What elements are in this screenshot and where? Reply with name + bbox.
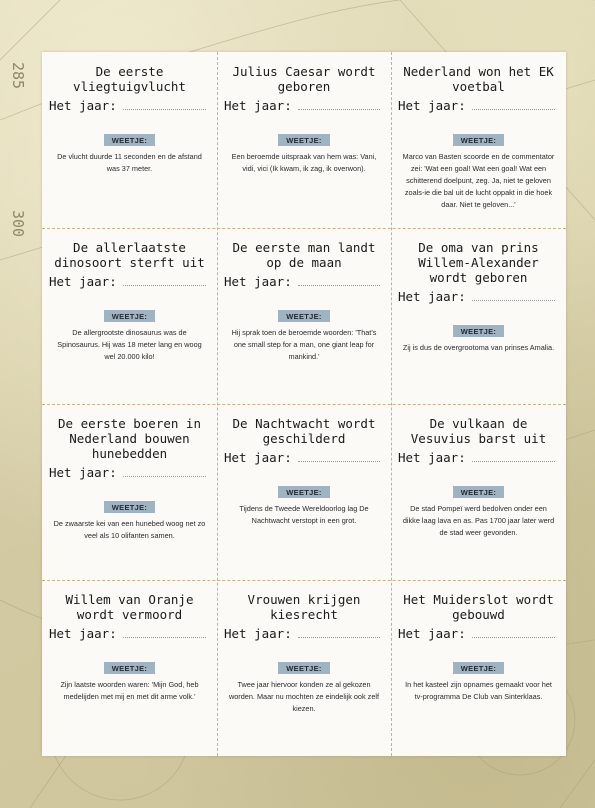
year-row bbox=[49, 465, 210, 480]
year-row bbox=[49, 98, 210, 113]
fact-badge: WEETJE: bbox=[453, 486, 504, 498]
card-title: De oma van prins Willem-Alexander wordt geboren bbox=[418, 240, 539, 285]
fact-text: De stad Pompeï werd bedolven onder een dikke laag lava en as. Pas 1700 jaar later werd de stad weer gevonden. bbox=[402, 504, 555, 537]
fact-text: Hij sprak toen de beroemde woorden: 'That's one small step for a man, one giant leap for mankind.' bbox=[231, 328, 377, 361]
fact-text: De allergrootste dinosaurus was de Spinosaurus. Hij was 18 meter lang en woog wel 20.000 kilo! bbox=[57, 328, 202, 361]
year-answer-line[interactable] bbox=[298, 108, 380, 110]
year-answer-line[interactable] bbox=[123, 284, 206, 286]
event-card bbox=[42, 580, 217, 756]
year-answer-line[interactable] bbox=[472, 299, 555, 301]
year-row bbox=[224, 450, 384, 465]
year-row bbox=[398, 450, 559, 465]
fact-badge: WEETJE: bbox=[278, 310, 329, 322]
year-row bbox=[49, 626, 210, 641]
fact-text: Zij is dus de overgrootoma van prinses Amalia. bbox=[402, 343, 555, 352]
year-answer-line[interactable] bbox=[298, 460, 380, 462]
map-number-300: 300 bbox=[9, 210, 27, 238]
fact-badge: WEETJE: bbox=[104, 310, 155, 322]
event-card bbox=[42, 52, 217, 228]
fact-text: Een beroemde uitspraak van hem was: Vani, vidi, vici (Ik kwam, ik zag, ik overwon). bbox=[231, 152, 377, 173]
year-answer-line[interactable] bbox=[472, 108, 555, 110]
fact-badge: WEETJE: bbox=[278, 662, 329, 674]
card-title: Willem van Oranje wordt vermoord bbox=[65, 592, 194, 622]
year-label: Het jaar: bbox=[224, 450, 292, 465]
year-answer-line[interactable] bbox=[298, 636, 380, 638]
year-label: Het jaar: bbox=[398, 450, 466, 465]
fact-badge: WEETJE: bbox=[104, 501, 155, 513]
card-sheet bbox=[42, 52, 566, 756]
event-card bbox=[217, 52, 391, 228]
year-label: Het jaar: bbox=[398, 626, 466, 641]
event-card bbox=[217, 404, 391, 580]
event-card bbox=[391, 580, 566, 756]
card-title: Julius Caesar wordt geboren bbox=[232, 64, 376, 94]
year-label: Het jaar: bbox=[398, 289, 466, 304]
year-label: Het jaar: bbox=[224, 98, 292, 113]
card-title: De eerste vliegtuigvlucht bbox=[73, 64, 186, 94]
fact-text: De vlucht duurde 11 seconden en de afstand was 37 meter. bbox=[57, 152, 202, 173]
fact-badge: WEETJE: bbox=[278, 134, 329, 146]
fact-text: De zwaarste kei van een hunebed woog net zo veel als 10 olifanten samen. bbox=[53, 519, 206, 540]
year-answer-line[interactable] bbox=[472, 636, 555, 638]
event-card bbox=[42, 228, 217, 404]
fact-text: In het kasteel zijn opnames gemaakt voor het tv-programma De Club van Sinterklaas. bbox=[405, 680, 552, 701]
year-answer-line[interactable] bbox=[472, 460, 555, 462]
year-answer-line[interactable] bbox=[123, 475, 206, 477]
card-title: Vrouwen krijgen kiesrecht bbox=[247, 592, 361, 622]
card-title: De allerlaatste dinosoort sterft uit bbox=[54, 240, 205, 270]
fact-text: Twee jaar hiervoor konden ze al gekozen worden. Maar nu mochten ze eindelijk ook zelf kiezen. bbox=[228, 680, 380, 713]
fact-badge: WEETJE: bbox=[453, 325, 504, 337]
year-row bbox=[224, 98, 384, 113]
year-answer-line[interactable] bbox=[298, 284, 380, 286]
card-title: De eerste boeren in Nederland bouwen hunebedden bbox=[58, 416, 201, 461]
event-card bbox=[391, 228, 566, 404]
event-card bbox=[217, 580, 391, 756]
year-row bbox=[49, 274, 210, 289]
fact-badge: WEETJE: bbox=[104, 134, 155, 146]
fact-badge: WEETJE: bbox=[453, 662, 504, 674]
fact-badge: WEETJE: bbox=[104, 662, 155, 674]
event-card bbox=[391, 52, 566, 228]
year-answer-line[interactable] bbox=[123, 636, 206, 638]
fact-badge: WEETJE: bbox=[453, 134, 504, 146]
year-label: Het jaar: bbox=[49, 465, 117, 480]
card-title: Het Muiderslot wordt gebouwd bbox=[403, 592, 554, 622]
fact-badge: WEETJE: bbox=[278, 486, 329, 498]
card-title: De eerste man landt op de maan bbox=[232, 240, 376, 270]
year-row bbox=[224, 274, 384, 289]
year-label: Het jaar: bbox=[49, 626, 117, 641]
year-row bbox=[398, 98, 559, 113]
year-row bbox=[398, 626, 559, 641]
card-title: De Nachtwacht wordt geschilderd bbox=[232, 416, 376, 446]
year-label: Het jaar: bbox=[49, 98, 117, 113]
year-label: Het jaar: bbox=[224, 626, 292, 641]
year-label: Het jaar: bbox=[398, 98, 466, 113]
fact-text: Tijdens de Tweede Wereldoorlog lag De Nachtwacht verstopt in een grot. bbox=[239, 504, 369, 525]
card-title: De vulkaan de Vesuvius barst uit bbox=[410, 416, 547, 446]
map-number-285: 285 bbox=[9, 62, 27, 90]
fact-text: Marco van Basten scoorde en de commentator zei: 'Wat een goal! Wat een goal! Wat een schitterend doelpunt, zeg. Ja, niet te geloven zoals-ie die bal uit de lucht oppakt in die hoek daar. Niet te geloven...' bbox=[402, 152, 555, 209]
fact-text: Zijn laatste woorden waren: 'Mijn God, heb medelijden met mij en met dit arme volk.' bbox=[60, 680, 199, 701]
event-card bbox=[391, 404, 566, 580]
card-title: Nederland won het EK voetbal bbox=[403, 64, 554, 94]
year-row bbox=[398, 289, 559, 304]
year-answer-line[interactable] bbox=[123, 108, 206, 110]
event-card bbox=[217, 228, 391, 404]
year-label: Het jaar: bbox=[224, 274, 292, 289]
event-card bbox=[42, 404, 217, 580]
year-label: Het jaar: bbox=[49, 274, 117, 289]
year-row bbox=[224, 626, 384, 641]
